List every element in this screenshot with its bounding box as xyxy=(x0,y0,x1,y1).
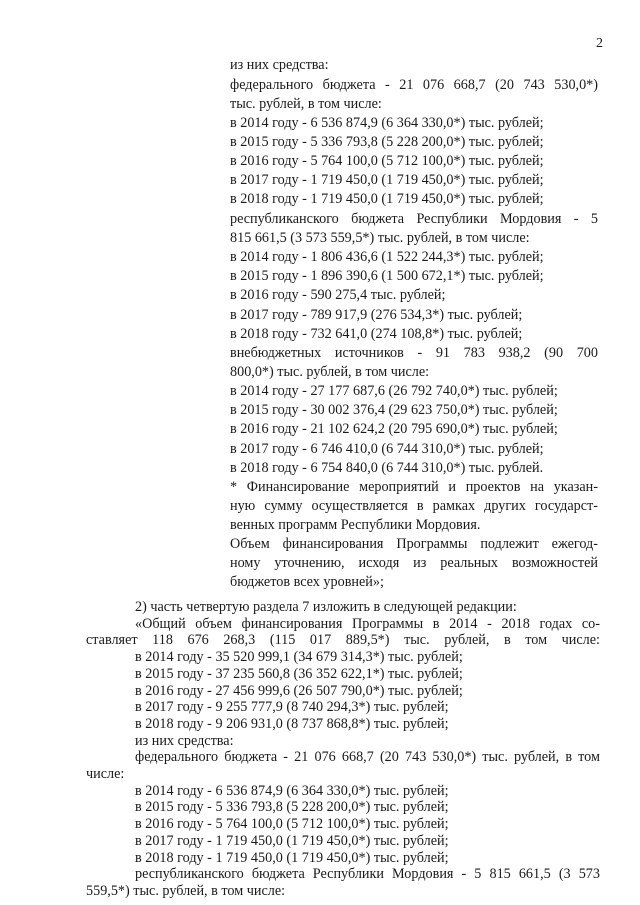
text-line: 800,0*) тыс. рублей, в том числе: xyxy=(230,364,430,380)
text-line: республиканского бюджета Республики Мордовия - 5 815 661,5 (3 573 xyxy=(135,866,600,883)
text-line: в 2016 году - 5 764 100,0 (5 712 100,0*) тыс. рублей; xyxy=(135,816,449,833)
page-number: 2 xyxy=(596,36,603,51)
text-line: в 2017 году - 9 255 777,9 (8 740 294,3*) тыс. рублей; xyxy=(135,699,449,716)
text-line: в 2017 году - 789 917,9 (276 534,3*) тыс. рублей; xyxy=(230,307,523,323)
text-line: 559,5*) тыс. рублей, в том числе: xyxy=(86,883,286,899)
text-line: в 2017 году - 6 746 410,0 (6 744 310,0*) тыс. рублей; xyxy=(230,441,544,457)
text-line: в 2016 году - 21 102 624,2 (20 795 690,0*) тыс. рублей; xyxy=(230,421,558,437)
text-line: бюджетов всех уровней»; xyxy=(230,574,384,590)
text-line: в 2018 году - 732 641,0 (274 108,8*) тыс. рублей; xyxy=(230,326,523,342)
text-line: из них средства: xyxy=(230,57,329,73)
text-line: в 2018 году - 1 719 450,0 (1 719 450,0*) тыс. рублей; xyxy=(230,191,544,207)
text-line: «Общий объем финансирования Программы в 2014 - 2018 годах со- xyxy=(135,615,600,632)
text-line: республиканского бюджета Республики Мордовия - 5 xyxy=(230,211,598,227)
text-line: числе: xyxy=(86,766,125,783)
text-line: ному уточнению, исходя из реальных возможностей xyxy=(230,555,598,571)
text-line: в 2016 году - 27 456 999,6 (26 507 790,0*) тыс. рублей; xyxy=(135,682,463,699)
text-line: в 2018 году - 6 754 840,0 (6 744 310,0*) тыс. рублей. xyxy=(230,460,544,476)
footnote-line: ную сумму осуществляется в рамках других государст- xyxy=(230,498,598,514)
text-line: в 2014 году - 35 520 999,1 (34 679 314,3*) тыс. рублей; xyxy=(135,649,463,666)
text-line: в 2018 году - 1 719 450,0 (1 719 450,0*) тыс. рублей; xyxy=(135,849,449,866)
text-line: в 2017 году - 1 719 450,0 (1 719 450,0*) тыс. рублей; xyxy=(135,832,449,849)
text-line: ставляет 118 676 268,3 (115 017 889,5*) тыс. рублей, в том числе: xyxy=(86,632,600,649)
text-line: в 2015 году - 5 336 793,8 (5 228 200,0*) тыс. рублей; xyxy=(230,134,544,150)
text-line: в 2014 году - 6 536 874,9 (6 364 330,0*) тыс. рублей; xyxy=(230,115,544,131)
text-line: в 2014 году - 1 806 436,6 (1 522 244,3*) тыс. рублей; xyxy=(230,249,544,265)
text-line: в 2014 году - 27 177 687,6 (26 792 740,0*) тыс. рублей; xyxy=(230,383,558,399)
text-line: из них средства: xyxy=(135,732,234,749)
text-line: в 2015 году - 5 336 793,8 (5 228 200,0*) тыс. рублей; xyxy=(135,799,449,816)
footnote-line: венных программ Республики Мордовия. xyxy=(230,517,481,533)
text-line: в 2018 году - 9 206 931,0 (8 737 868,8*) тыс. рублей; xyxy=(135,715,449,732)
text-line: Объем финансирования Программы подлежит ежегод- xyxy=(230,536,598,552)
text-line: федерального бюджета - 21 076 668,7 (20 743 530,0*) тыс. рублей, в том xyxy=(135,749,600,766)
text-line: в 2016 году - 590 275,4 тыс. рублей; xyxy=(230,287,446,303)
text-line: тыс. рублей, в том числе: xyxy=(230,96,382,112)
section-heading-line: 2) часть четвертую раздела 7 изложить в следующей редакции: xyxy=(135,599,517,615)
text-line: внебюджетных источников - 91 783 938,2 (90 700 xyxy=(230,345,598,361)
text-line: в 2017 году - 1 719 450,0 (1 719 450,0*) тыс. рублей; xyxy=(230,172,544,188)
footnote-line: * Финансирование мероприятий и проектов на указан- xyxy=(230,479,598,495)
text-line: в 2015 году - 30 002 376,4 (29 623 750,0*) тыс. рублей; xyxy=(230,402,558,418)
text-line: в 2015 году - 1 896 390,6 (1 500 672,1*) тыс. рублей; xyxy=(230,268,544,284)
text-line: федерального бюджета - 21 076 668,7 (20 743 530,0*) xyxy=(230,77,598,93)
text-line: 815 661,5 (3 573 559,5*) тыс. рублей, в том числе: xyxy=(230,230,530,246)
text-line: в 2015 году - 37 235 560,8 (36 352 622,1*) тыс. рублей; xyxy=(135,665,463,682)
text-line: в 2014 году - 6 536 874,9 (6 364 330,0*) тыс. рублей; xyxy=(135,782,449,799)
text-line: в 2016 году - 5 764 100,0 (5 712 100,0*) тыс. рублей; xyxy=(230,153,544,169)
